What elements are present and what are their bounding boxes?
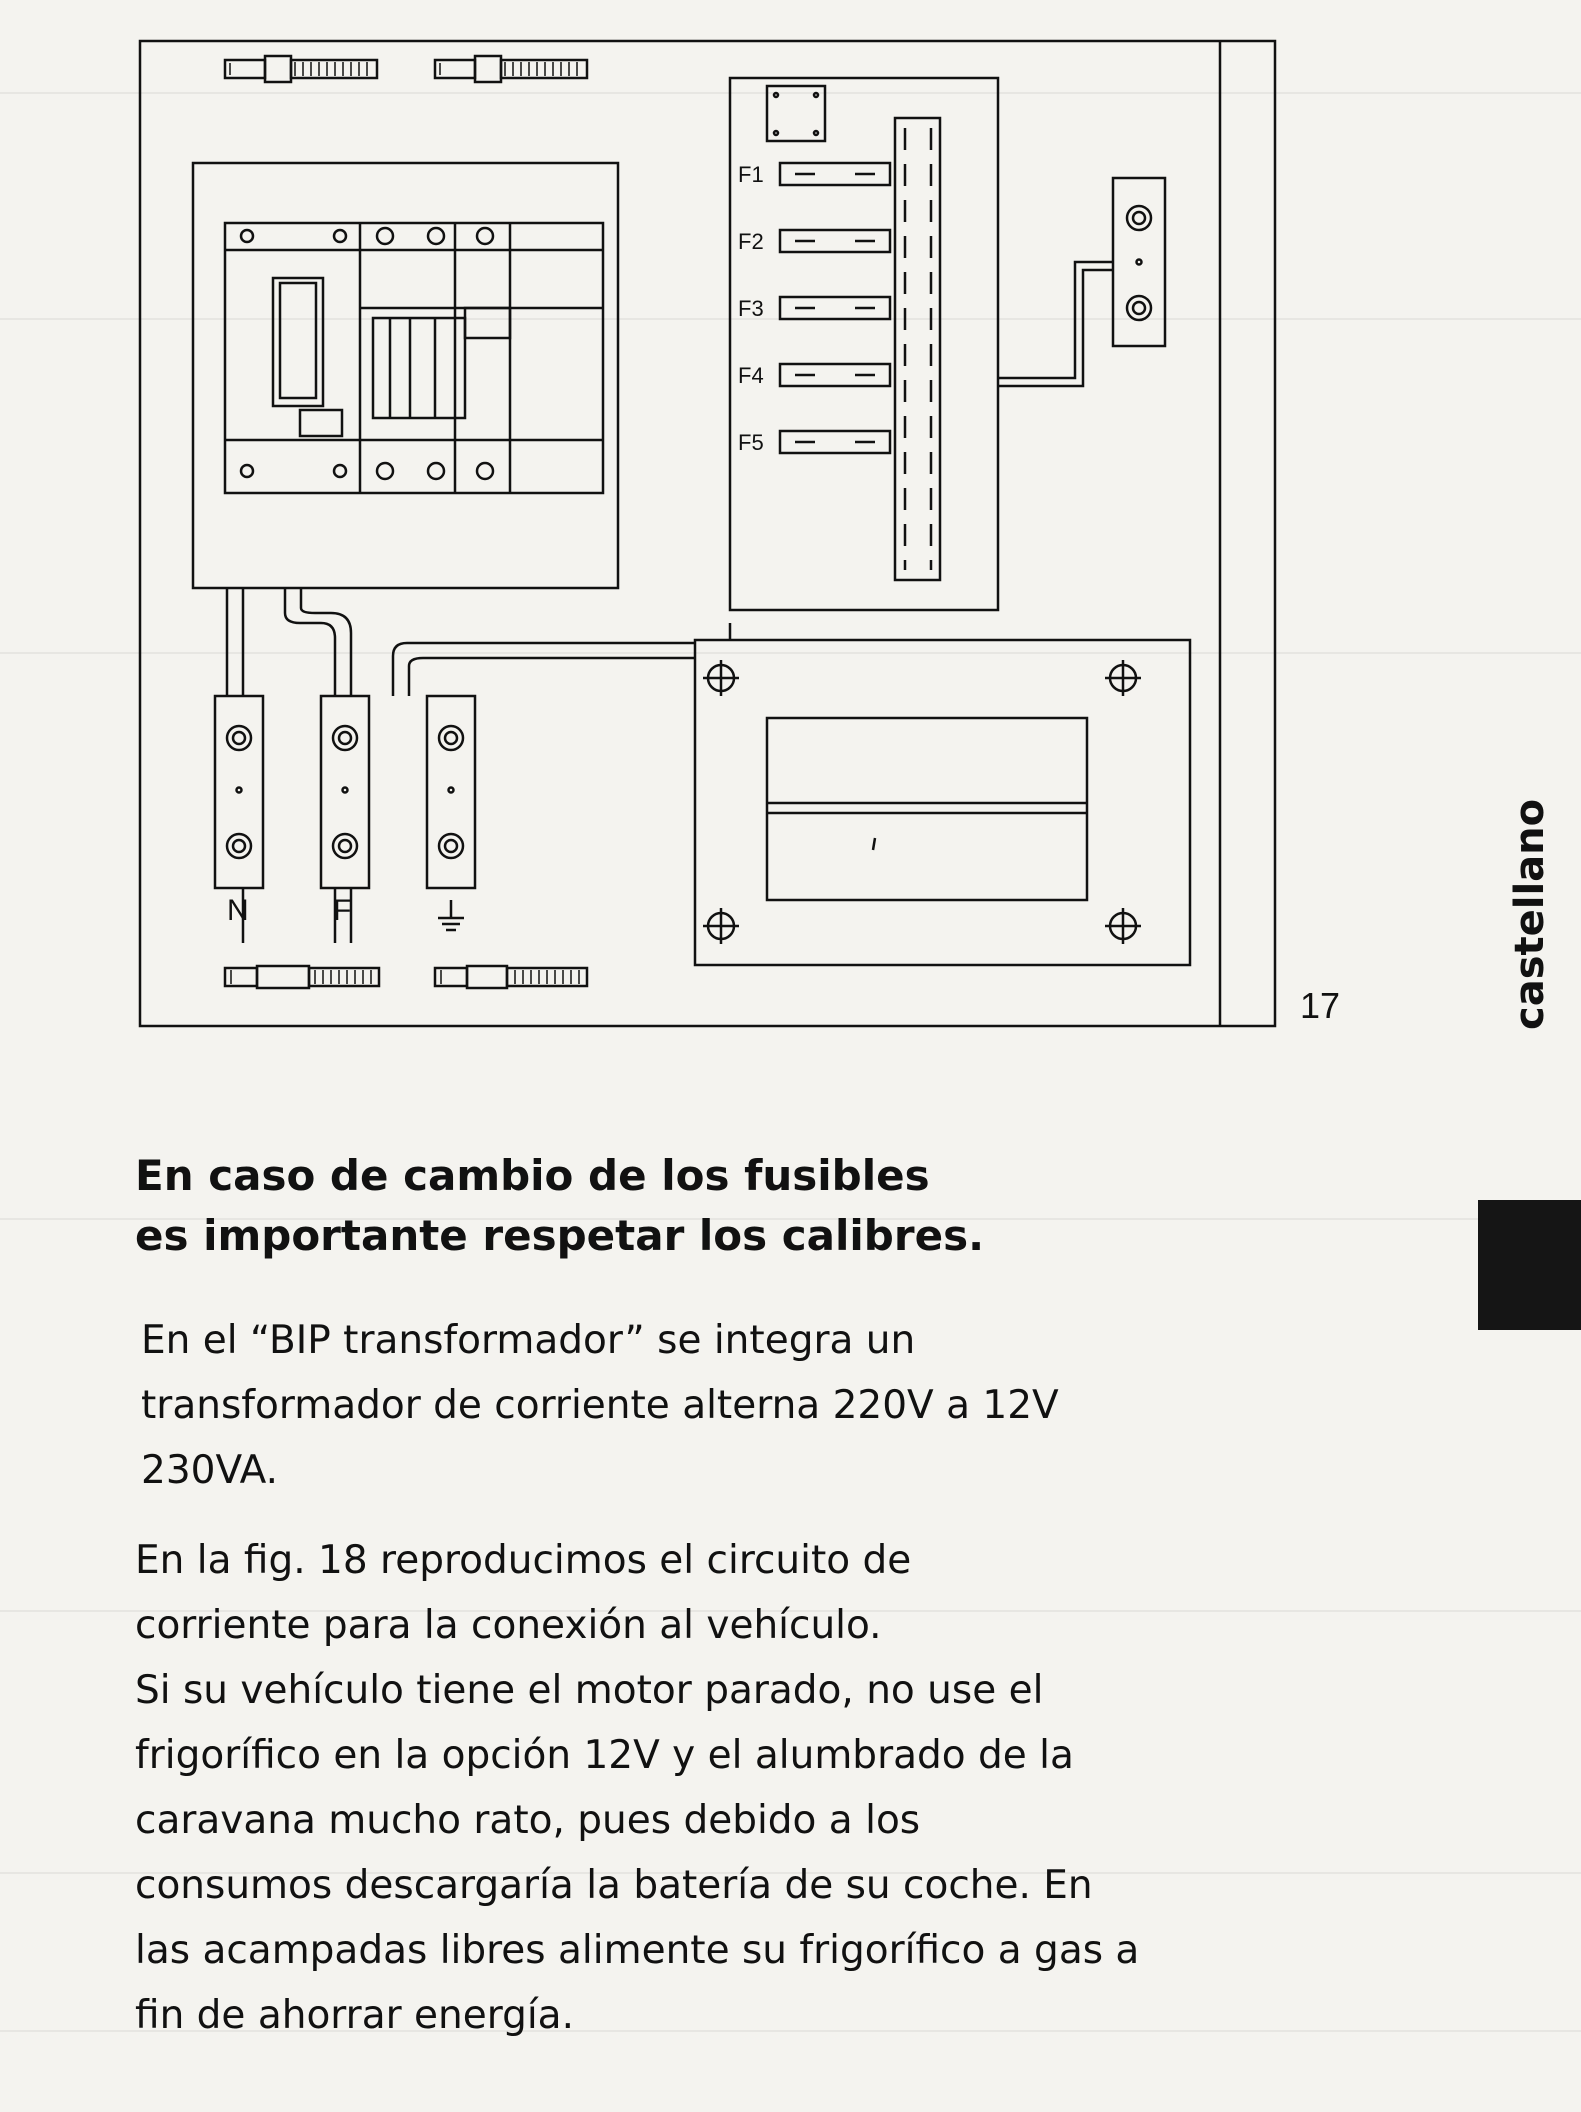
figure-number: 17: [1300, 985, 1341, 1026]
fuse-f5: [780, 431, 890, 453]
fuse-f3: [780, 297, 890, 319]
fuse-f4: [780, 364, 890, 386]
wiring-diagram-figure: [135, 38, 1280, 1030]
terminal-block-n: [215, 696, 263, 888]
top-rail-right: [435, 56, 587, 82]
terminal-label-n: N: [227, 894, 249, 927]
ground-symbol-icon: [438, 900, 464, 930]
screw-bottom-left-icon: [703, 908, 739, 944]
terminal-block-f: [321, 696, 369, 888]
text-line: En el “BIP transformador” se integra un: [141, 1318, 916, 1363]
screw-top-left-icon: [703, 660, 739, 696]
wires-breaker-terminals: [227, 588, 695, 943]
text-line: 230VA.: [141, 1448, 279, 1493]
bottom-rail-right: [435, 966, 587, 988]
top-rail-left: [225, 56, 377, 82]
transformer-box: [695, 623, 1190, 965]
terminal-label-f: F: [333, 894, 352, 927]
text-line: transformador de corriente alterna 220V a 12V: [141, 1383, 1059, 1428]
page-content: [135, 1146, 1335, 2048]
right-terminal-block: [998, 178, 1165, 386]
panel-frame: [140, 41, 1275, 1026]
fuse-label-f5: F5: [738, 430, 764, 455]
fuse-label-f1: F1: [738, 162, 764, 187]
fuse-label-f4: F4: [738, 363, 764, 388]
text-line: fin de ahorrar energía.: [135, 1993, 574, 2038]
screw-top-right-icon: [1105, 660, 1141, 696]
fuse-panel-diagram: [135, 38, 1280, 1030]
fuse-f2: [780, 230, 890, 252]
fuse-f1: [780, 163, 890, 185]
heading-line: En caso de cambio de los fusibles: [135, 1151, 930, 1200]
text-line: caravana mucho rato, pues debido a los: [135, 1798, 921, 1843]
bottom-rail-left: [225, 966, 379, 988]
text-line: En la fig. 18 reproducimos el circuito de: [135, 1538, 912, 1583]
text-line: las acampadas libres alimente su frigorífico a gas a: [135, 1928, 1140, 1973]
paragraph-figure-reference: [135, 1528, 1335, 1658]
terminal-block-ground: [427, 696, 475, 888]
text-line: corriente para la conexión al vehículo.: [135, 1603, 882, 1648]
fuse-label-f3: F3: [738, 296, 764, 321]
text-line: consumos descargaría la batería de su coche. En: [135, 1863, 1093, 1908]
language-section-label: castellano: [1507, 798, 1553, 1030]
warning-heading: [135, 1146, 1335, 1266]
breaker-panel: [193, 163, 618, 588]
paragraph-battery-warning: [135, 1658, 1335, 2048]
screw-bottom-right-icon: [1105, 908, 1141, 944]
text-line: frigorífico en la opción 12V y el alumbrado de la: [135, 1733, 1074, 1778]
fuse-box: [730, 78, 998, 610]
paragraph-transformer: [135, 1308, 1335, 1503]
fuse-label-f2: F2: [738, 229, 764, 254]
section-tab-marker: [1478, 1200, 1581, 1330]
text-line: Si su vehículo tiene el motor parado, no use el: [135, 1668, 1044, 1713]
circuit-breaker: [225, 223, 603, 493]
heading-line: es importante respetar los calibres.: [135, 1211, 985, 1260]
